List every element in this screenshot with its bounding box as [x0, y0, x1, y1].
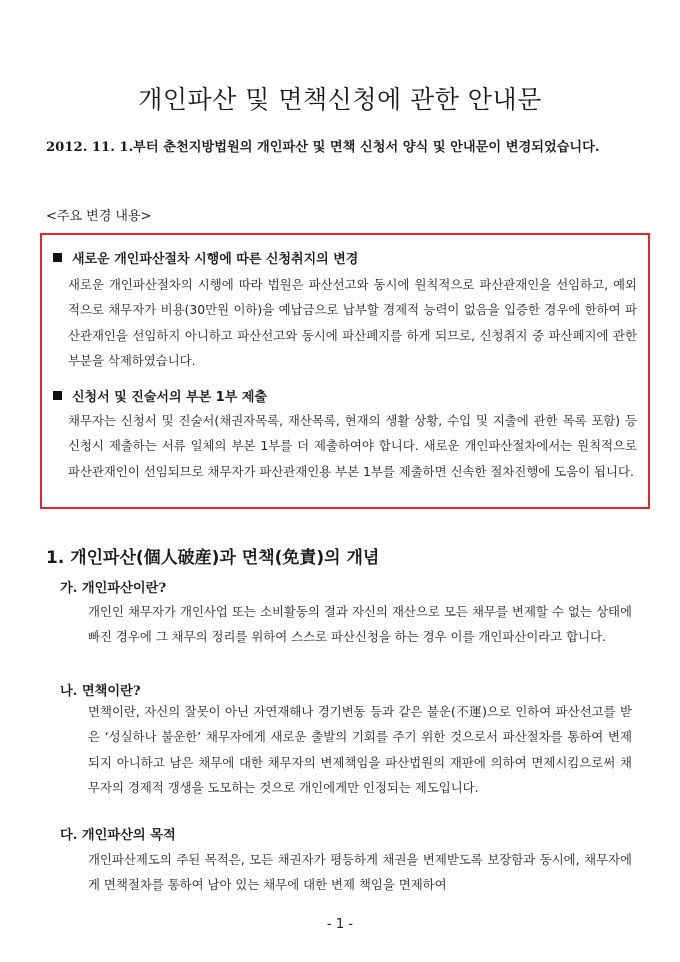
- change-heading-2: 신청서 및 진술서의 부본 1부 제출: [53, 386, 267, 405]
- change-body-2: 채무자는 신청서 및 진술서(채권자목록, 재산목록, 현재의 생활 상황, 수입 및 지출에 관한 목록 포함) 등 신청시 제출하는 서류 일체의 부본 1부를 더 제출하여야 합니다. 새로운 개인파산절차에서는 원칙적으로 파산관재인이 선임되므로 채무자가 파산관재인용 부본 1부를 제출하면 신속한 절차진행에 도움이 됩니다.: [68, 413, 637, 479]
- subsection-heading-da: 다. 개인파산의 목적: [60, 828, 176, 843]
- subsection-body-ga: 개인인 채무자가 개인사업 또는 소비활동의 결과 자신의 재산으로 모든 채무를 변제할 수 없는 상태에 빠진 경우에 그 채무의 정리를 위하여 스스로 파산신청을 하는 경우 이를 개인파산이라고 합니다.: [88, 604, 632, 645]
- square-bullet-icon: [53, 253, 62, 262]
- document-title: 개인파산 및 면책신청에 관한 안내문: [138, 85, 542, 114]
- subsection-body-na: 면책이란, 자신의 잘못이 아닌 자연재해나 경기변동 등과 같은 불운(不運)으로 인하여 파산선고를 받은 ‘성실하나 불운한’ 채무자에게 새로운 출발의 기회를 주기 위한 것으로서 파산절차를 통하여 변제되지 아니하고 남은 채무에 대한 채무자의 변제책임을 파산법원의 재판에 의하여 면제시킴으로써 채무자의 경제적 갱생을 도모하는 것으로 개인에게만 인정되는 제도입니다.: [88, 704, 632, 796]
- square-bullet-icon: [53, 391, 62, 400]
- subsection-heading-na: 나. 면책이란?: [60, 684, 141, 699]
- section-heading: 1. 개인파산(個人破産)과 면책(免責)의 개념: [46, 548, 380, 568]
- change-heading-1: 새로운 개인파산절차 시행에 따른 신청취지의 변경: [53, 248, 358, 267]
- intro-paragraph: 2012. 11. 1.부터 춘천지방법원의 개인파산 및 면책 신청서 양식 및 안내문이 변경되었습니다.: [46, 140, 600, 155]
- change-body-1: 새로운 개인파산절차의 시행에 따라 법원은 파산선고와 동시에 원칙적으로 파산관재인을 선임하고, 예외적으로 채무자가 비용(30만원 이하)을 예납금으로 납부할 경제적 능력이 없음을 입증한 경우에 한하여 파산관재인을 선임하지 아니하고 파산선고와 동시에 파산폐지를 하게 되므로, 신청취지 중 파산폐지에 관한 부분을 삭제하였습니다.: [68, 277, 637, 368]
- subsection-heading-ga: 가. 개인파산이란?: [60, 581, 167, 596]
- subsection-body-da: 개인파산제도의 주된 목적은, 모든 채권자가 평등하게 채권을 변제받도록 보장함과 동시에, 채무자에게 면책절차를 통하여 남아 있는 채무에 대한 변제 책임을 면제하여: [88, 852, 632, 893]
- changes-heading: <주요 변경 내용>: [46, 209, 152, 224]
- page-number: - 1 -: [327, 917, 353, 932]
